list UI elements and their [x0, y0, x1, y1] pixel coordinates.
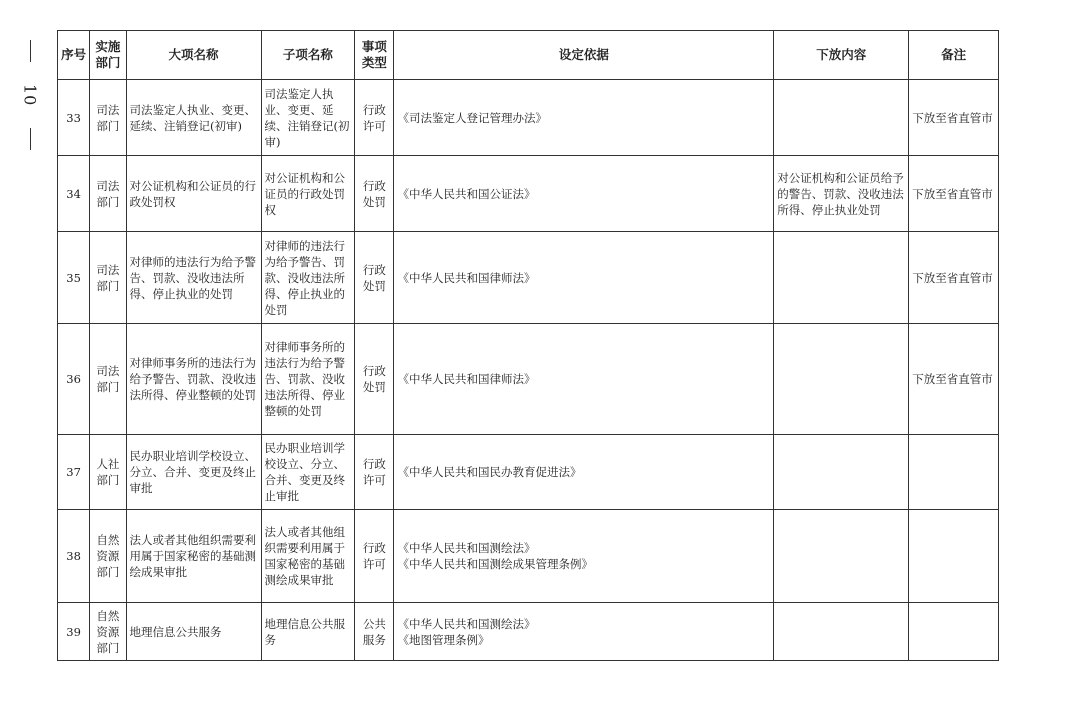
table-row	[58, 156, 999, 232]
cell-type: 行政许可	[355, 80, 394, 156]
cell-content	[774, 510, 909, 603]
cell-content	[774, 435, 909, 510]
cell-content: 对公证机构和公证员给予的警告、罚款、没收违法所得、停止执业处罚	[774, 156, 909, 232]
cell-dept: 自然资源部门	[90, 510, 126, 603]
cell-seq: 37	[58, 435, 90, 510]
basis-line: 《中华人民共和国公证法》	[397, 186, 536, 201]
header-subitem: 子项名称	[261, 31, 355, 80]
cell-type: 公共服务	[355, 603, 394, 661]
cell-dept: 司法部门	[90, 156, 126, 232]
basis-line: 《司法鉴定人登记管理办法》	[397, 110, 547, 125]
basis-line: 《地图管理条例》	[397, 632, 490, 647]
cell-item: 对公证机构和公证员的行政处罚权	[126, 156, 261, 232]
cell-seq: 34	[58, 156, 90, 232]
cell-basis	[394, 232, 774, 324]
table-row	[58, 232, 999, 324]
cell-remark	[909, 510, 999, 603]
basis-line: 《中华人民共和国民办教育促进法》	[397, 465, 582, 479]
table-row	[58, 510, 999, 603]
cell-content	[774, 603, 909, 661]
cell-type: 行政许可	[355, 510, 394, 603]
cell-seq: 38	[58, 510, 90, 603]
cell-seq: 36	[58, 324, 90, 435]
header-item: 大项名称	[126, 31, 261, 80]
cell-item: 地理信息公共服务	[126, 603, 261, 661]
page-number-dash-top	[30, 40, 31, 62]
cell-subitem: 民办职业培训学校设立、分立、合并、变更及终止审批	[261, 435, 355, 510]
cell-type: 行政处罚	[355, 156, 394, 232]
cell-remark	[909, 603, 999, 661]
header-row	[58, 31, 999, 80]
page-number	[12, 40, 48, 150]
page-number-dash-bottom	[30, 128, 31, 150]
cell-dept: 人社部门	[90, 435, 126, 510]
cell-basis	[394, 80, 774, 156]
cell-basis	[394, 156, 774, 232]
cell-remark: 下放至省直管市	[909, 156, 999, 232]
cell-dept: 司法部门	[90, 80, 126, 156]
cell-subitem: 法人或者其他组织需要利用属于国家秘密的基础测绘成果审批	[261, 510, 355, 603]
delegation-table	[57, 30, 999, 661]
cell-subitem: 地理信息公共服务	[261, 603, 355, 661]
basis-line: 《中华人民共和国测绘法》	[397, 616, 536, 631]
cell-subitem: 对公证机构和公证员的行政处罚权	[261, 156, 355, 232]
header-seq: 序号	[58, 31, 90, 80]
header-content: 下放内容	[774, 31, 909, 80]
cell-dept: 司法部门	[90, 324, 126, 435]
cell-item: 民办职业培训学校设立、分立、合并、变更及终止审批	[126, 435, 261, 510]
cell-basis	[394, 603, 774, 661]
cell-basis	[394, 324, 774, 435]
header-type: 事项类型	[355, 31, 394, 80]
basis-line: 《中华人民共和国律师法》	[397, 372, 536, 386]
cell-type: 行政处罚	[355, 232, 394, 324]
cell-item: 法人或者其他组织需要利用属于国家秘密的基础测绘成果审批	[126, 510, 261, 603]
cell-dept: 司法部门	[90, 232, 126, 324]
cell-item: 对律师事务所的违法行为给予警告、罚款、没收违法所得、停业整顿的处罚	[126, 324, 261, 435]
table-row	[58, 435, 999, 510]
cell-dept: 自然资源部门	[90, 603, 126, 661]
cell-seq: 33	[58, 80, 90, 156]
cell-seq: 35	[58, 232, 90, 324]
table-row	[58, 603, 999, 661]
cell-content	[774, 324, 909, 435]
cell-subitem: 司法鉴定人执业、变更、延续、注销登记(初审)	[261, 80, 355, 156]
header-dept: 实施部门	[90, 31, 126, 80]
cell-type: 行政许可	[355, 435, 394, 510]
cell-item: 司法鉴定人执业、变更、延续、注销登记(初审)	[126, 80, 261, 156]
page-number-text: 10	[20, 83, 40, 107]
cell-content	[774, 232, 909, 324]
basis-line: 《中华人民共和国律师法》	[397, 270, 536, 285]
cell-basis	[394, 435, 774, 510]
cell-type: 行政处罚	[355, 324, 394, 435]
table-row	[58, 324, 999, 435]
cell-basis	[394, 510, 774, 603]
cell-subitem: 对律师事务所的违法行为给予警告、罚款、没收违法所得、停业整顿的处罚	[261, 324, 355, 435]
header-remark: 备注	[909, 31, 999, 80]
cell-subitem: 对律师的违法行为给予警告、罚款、没收违法所得、停止执业的处罚	[261, 232, 355, 324]
basis-line: 《中华人民共和国测绘法》	[397, 541, 536, 555]
header-basis: 设定依据	[394, 31, 774, 80]
cell-item: 对律师的违法行为给予警告、罚款、没收违法所得、停止执业的处罚	[126, 232, 261, 324]
cell-remark: 下放至省直管市	[909, 80, 999, 156]
cell-remark	[909, 435, 999, 510]
cell-remark: 下放至省直管市	[909, 232, 999, 324]
cell-content	[774, 80, 909, 156]
basis-line: 《中华人民共和国测绘成果管理条例》	[397, 557, 593, 571]
table-row	[58, 80, 999, 156]
cell-seq: 39	[58, 603, 90, 661]
cell-remark: 下放至省直管市	[909, 324, 999, 435]
